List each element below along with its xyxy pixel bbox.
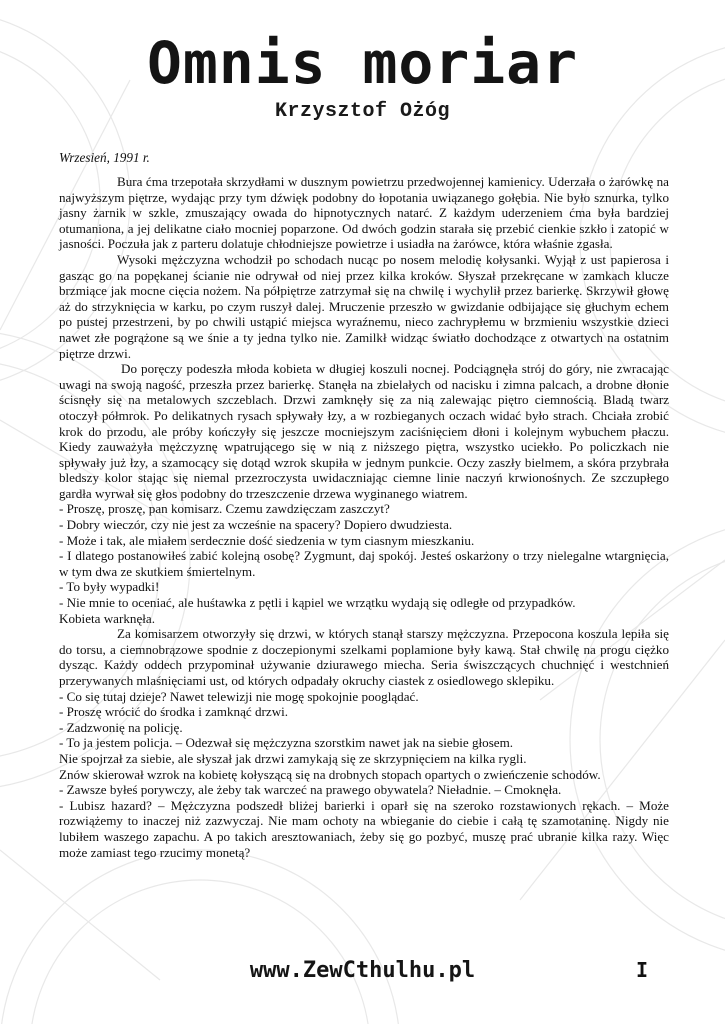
dialogue-line: - Dobry wieczór, czy nie jest za wcześnie na spacery? Dopiero dwudziesta. [59, 517, 453, 533]
website-url: www.ZewCthulhu.pl [249, 958, 476, 983]
author-name: Krzysztof Ożóg [274, 100, 451, 123]
dialogue-line: - To były wypadki! [59, 579, 160, 595]
page-number: I [636, 958, 649, 982]
dialogue-line: - Zawsze byłeś porywczy, ale żeby tak warczeć na prawego obywatela? Nieładnie. – Cmoknęła. [59, 782, 562, 798]
paragraph: Za komisarzem otworzyły się drzwi, w których stanął starszy mężczyzna. Przepocona koszula lepiła się do torsu, a ciemnobrązowe spodnie z doczepionymi szelkami poplamione były kawą. Stał chwilę na progu ciężko dysząc. Każdy oddech przypominał używanie dziurawego miecha. Seria świszczących chuchnięć i westchnień przerywanych mlaśnięciami ust, od których odpadały okruchy ciastek z osiedlowego sklepiku. [59, 626, 669, 688]
dialogue-line: - I dlatego postanowiłeś zabić kolejną osobę? Zygmunt, daj spokój. Jesteś oskarżony o trzy nielegalne wtargnięcia, w tym dwa ze skutkiem śmiertelnym. [59, 548, 669, 579]
narration-line: Nie spojrzał za siebie, ale słyszał jak drzwi zamykają się ze skrzypnięciem na kilka rygli. [59, 750, 527, 766]
narration-line: Znów skierował wzrok na kobietę kołyszącą się na drobnych stopach opartych o zwieńczenie schodów. [59, 766, 601, 782]
page-title: Omnis moriar [146, 29, 579, 97]
dialogue-line: - Nie mnie to oceniać, ale huśtawka z pętli i kąpiel we wrzątku wydają się odległe od przypadków. [59, 595, 576, 611]
dialogue-line: - Proszę, proszę, pan komisarz. Czemu zawdzięczam zaszczyt? [59, 501, 390, 517]
dialogue-line: - Proszę wrócić do środka i zamknąć drzwi. [59, 704, 289, 720]
dialogue-line: - Co się tutaj dzieje? Nawet telewizji nie mogę spokojnie pooglądać. [59, 688, 419, 704]
narration-line: Kobieta warknęła. [59, 610, 155, 626]
date-line: Wrzesień, 1991 r. [59, 150, 150, 165]
dialogue-line: - To ja jestem policja. – Odezwał się mężczyzna szorstkim nawet jak na siebie głosem. [59, 735, 514, 751]
dialogue-line: - Może i tak, ale miałem serdecznie dość siedzenia w tym ciasnym mieszkaniu. [59, 532, 475, 548]
story-text [59, 174, 669, 860]
paragraph: Wysoki mężczyzna wchodził po schodach nucąc po nosem melodię kołysanki. Wyjął z ust papierosa i gasząc go na popękanej ścianie nie odrywał od niej przez kilka kroków. Słyszał przekręcane w zamkach klucze brzmiące jak mocne cięcia nożem. Na półpiętrze zatrzymał się na chwilę i wychylił przez barierkę. Skrzywił głowę aż do strzyknięcia w karku, po czym ruszył dalej. Mruczenie przeszło w gwizdanie odbijające się głuchym echem po pustej przestrzeni, by po chwili ustąpić miejsca wyraźnemu, nieco zachrypłemu w brzmieniu wszystkie dzieci nawet złe pogrążone są we śnie a ty jedna tylko nie. Zamilkł widząc światło dochodzące z otwartych na ostatnim piętrze drzwi. [59, 251, 669, 361]
paragraph: Do poręczy podeszła młoda kobieta w długiej koszuli nocnej. Podciągnęła strój do góry, nie zwracając uwagi na swoją nagość, przeszła przez barierkę. Stanęła na zbielałych od nacisku i zimna palcach, a drobne dłonie ścisnęły się na metalowych szczeblach. Drzwi zamknęły się za nią zalewając piętro ciemnością. Bladą twarz otoczył półmrok. Po delikatnych rysach spływały łzy, a w rozbieganych oczach widać było strach. Chciała zrobić krok do przodu, ale próby kończyły się jeszcze mocniejszym zaciśnięciem dłoni i kolejnym wybuchem płaczu. Kiedy zauważyła mężczyznę wpatrującego się w nią z niższego piętra, wszystko uciekło. Po policzkach nie spływały już łzy, a szamocący się dotąd wzrok skupiła w jednym punkcie. Oczy zaszły bielmem, a skóra przybrała bledszy kolor stając się niemal przezroczysta uwidaczniając ciemne linie naczyń krwionośnych. Ze szczupłego gardła wyrwał się głos podobny do trzeszczenie drzewa wyginanego wiatrem. [59, 361, 669, 501]
dialogue-line: - Lubisz hazard? – Mężczyzna podszedł bliżej barierki i oparł się na szeroko rozstawionych rękach. – Może rozwiążemy to inaczej niż zazwyczaj. Nie mam ochoty na wbieganie do ciebie i całą tę szamotaninę. Nigdy nie lubiłem waszego zapachu. A po takich aresztowaniach, żeby się go pozbyć, muszę prać ubranie kilka razy. Więc może zamiast tego rzucimy monetą? [59, 797, 669, 860]
dialogue-line: - Zadzwonię na policję. [59, 719, 183, 735]
paragraph: Bura ćma trzepotała skrzydłami w dusznym powietrzu przedwojennej kamienicy. Uderzała o żarówkę na najwyższym piętrze, wydając przy tym dźwięk podobny do łopotania uwiązanego gołębia. Nie było sznurka, tylko jasny żarnik w szkle, zmuszający owada do hipnotycznych natarć. Z każdym uderzeniem ćma była bardziej otumaniona, a jej delikatne ciało mocniej poparzone. Od dwóch godzin starała się przebić cienkie szkło i zatopić w jasności. Poczuła jak z parteru dolatuje chłodniejsze powietrze i usiadła na żarówce, która właśnie zgasła. [59, 174, 669, 252]
